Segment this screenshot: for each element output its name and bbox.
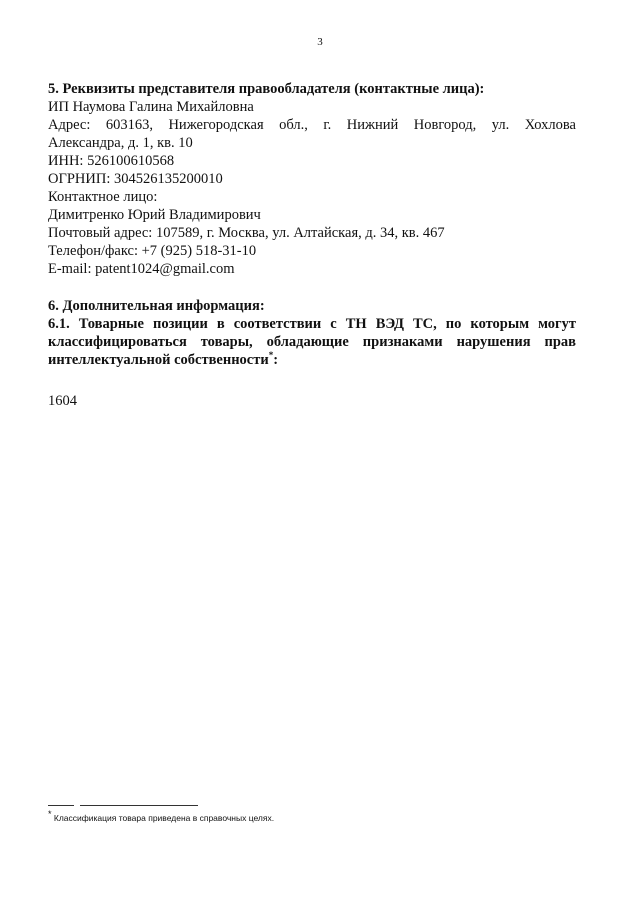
phone-fax: Телефон/факс: +7 (925) 518-31-10 xyxy=(48,243,257,259)
section-6-1-paragraph xyxy=(48,315,576,369)
page-number: 3 xyxy=(317,36,323,48)
contact-person-label: Контактное лицо: xyxy=(48,189,158,205)
footnote xyxy=(48,809,588,823)
section-5-heading: 5. Реквизиты представителя правообладателя (контактные лица): xyxy=(48,81,485,97)
contact-person-name: Димитренко Юрий Владимирович xyxy=(48,207,261,223)
footnote-separator-gap xyxy=(74,803,80,807)
address-line-2: Александра, д. 1, кв. 10 xyxy=(48,135,193,151)
footnote-mark: * xyxy=(48,809,52,820)
postal-address: Почтовый адрес: 107589, г. Москва, ул. Алтайская, д. 34, кв. 467 xyxy=(48,225,445,241)
tn-ved-code: 1604 xyxy=(48,393,77,409)
section-6-1-colon: : xyxy=(273,352,279,368)
footnote-reference-mark: * xyxy=(268,350,274,361)
footnote-text: Классификация товара приведена в справочных целях. xyxy=(53,813,275,823)
address-line-1: Адрес: 603163, Нижегородская обл., г. Нижний Новгород, ул. Хохлова xyxy=(48,117,576,133)
section-6-heading: 6. Дополнительная информация: xyxy=(48,298,265,314)
email-address: E-mail: patent1024@gmail.com xyxy=(48,261,235,277)
rightholder-representative-name: ИП Наумова Галина Михайловна xyxy=(48,99,254,115)
ogrnip-number: ОГРНИП: 304526135200010 xyxy=(48,171,223,187)
inn-number: ИНН: 526100610568 xyxy=(48,153,175,169)
section-6-1-text: 6.1. Товарные позиции в соответствии с ТН ВЭД ТС, по которым могут классифицироваться товары, обладающие признаками нарушения прав интеллектуальной собственности xyxy=(48,316,576,368)
footnote-separator xyxy=(48,805,198,806)
section-spacer xyxy=(48,278,576,297)
document-body xyxy=(48,80,576,410)
